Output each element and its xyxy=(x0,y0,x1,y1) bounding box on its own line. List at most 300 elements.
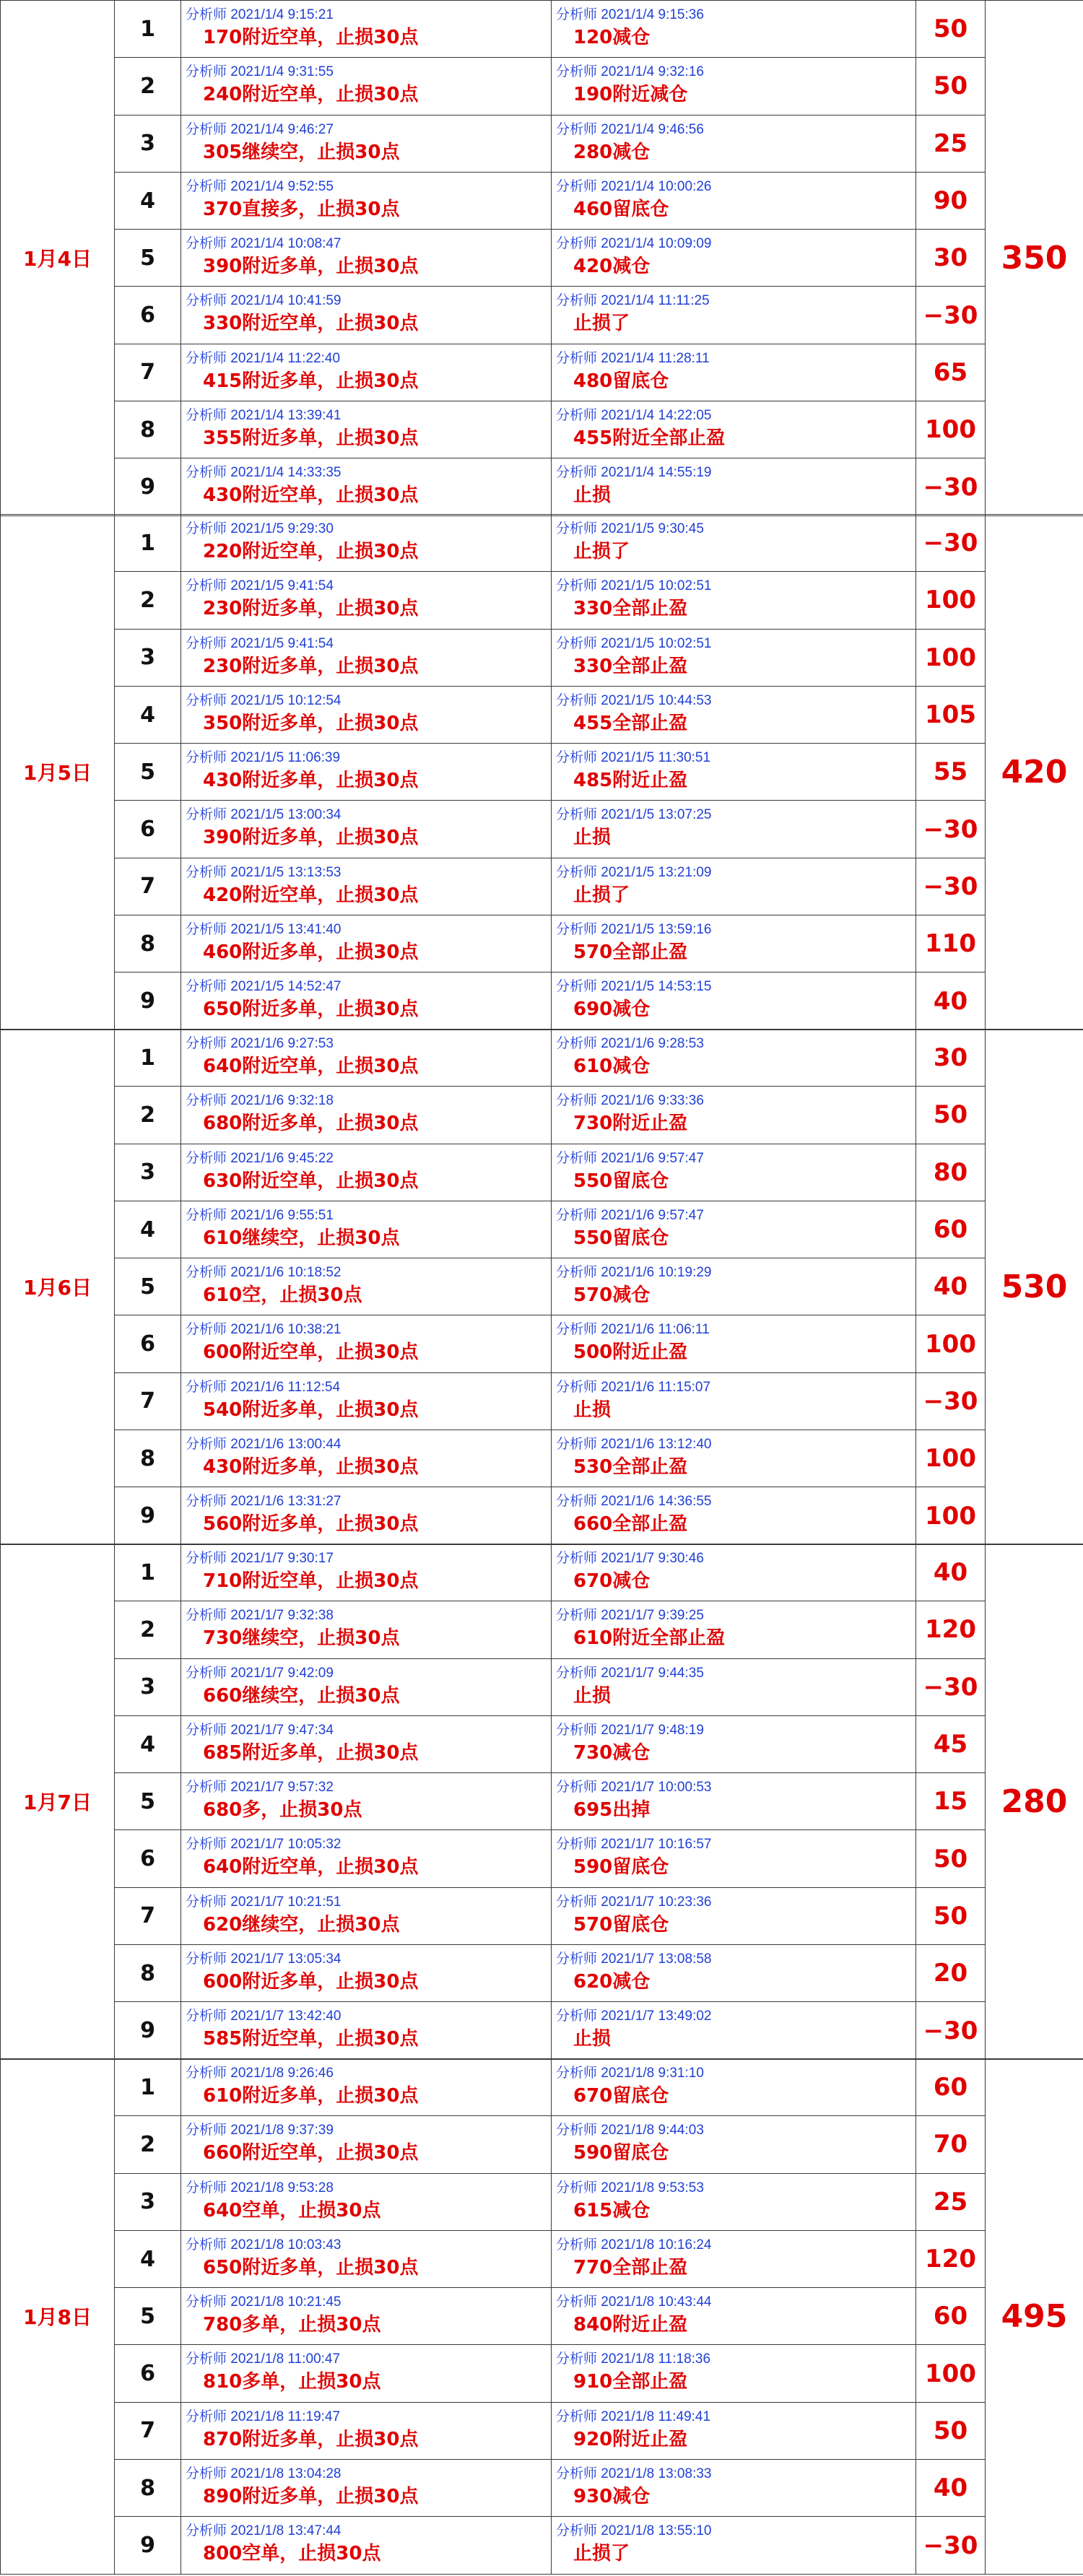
table-row xyxy=(1,2288,1083,2345)
open-signal-cell xyxy=(181,1144,552,1201)
close-signal-timestamp: 分析师 2021/1/7 10:00:53 xyxy=(556,1780,712,1796)
close-signal-timestamp: 分析师 2021/1/5 13:59:16 xyxy=(556,922,712,938)
table-row xyxy=(1,629,1083,686)
close-signal-cell xyxy=(552,458,916,515)
open-signal-cell xyxy=(181,744,552,801)
close-signal-timestamp: 分析师 2021/1/4 9:32:16 xyxy=(556,64,704,80)
trade-points: 50 xyxy=(916,1830,986,1887)
table-row xyxy=(1,2517,1083,2574)
open-signal-cell xyxy=(181,1315,552,1372)
trade-number: 6 xyxy=(115,1830,181,1887)
table-row xyxy=(1,172,1083,229)
open-signal-text: 640附近空单，止损30点 xyxy=(203,1056,419,1077)
open-signal-cell xyxy=(181,915,552,972)
close-signal-cell xyxy=(552,115,916,172)
close-signal-cell xyxy=(552,2460,916,2517)
close-signal-text: 455全部止盈 xyxy=(573,712,688,734)
close-signal-timestamp: 分析师 2021/1/5 9:30:45 xyxy=(556,521,704,536)
open-signal-text: 390附近多单，止损30点 xyxy=(203,827,419,849)
close-signal-timestamp: 分析师 2021/1/7 9:39:25 xyxy=(556,1608,704,1624)
open-signal-text: 680附近多单，止损30点 xyxy=(203,1113,419,1135)
close-signal-text: 695出掉 xyxy=(573,1799,651,1822)
close-signal-text: 止损 xyxy=(573,1684,612,1707)
close-signal-cell xyxy=(552,2517,916,2574)
trade-points: 50 xyxy=(916,1,986,58)
trade-number: 3 xyxy=(115,115,181,172)
trade-points: 100 xyxy=(916,572,986,629)
close-signal-text: 止损 xyxy=(573,1398,612,1421)
close-signal-cell xyxy=(552,1544,916,1601)
trade-number: 1 xyxy=(115,1544,181,1601)
open-signal-text: 710附近空单，止损30点 xyxy=(203,1570,419,1592)
trade-points: −30 xyxy=(916,801,986,858)
open-signal-timestamp: 分析师 2021/1/7 13:05:34 xyxy=(186,1951,342,1967)
close-signal-timestamp: 分析师 2021/1/7 9:30:46 xyxy=(556,1551,704,1566)
trade-points: 60 xyxy=(916,1201,986,1258)
close-signal-timestamp: 分析师 2021/1/6 9:57:47 xyxy=(556,1207,704,1223)
trade-number: 4 xyxy=(115,1201,181,1258)
trade-number: 9 xyxy=(115,2002,181,2059)
close-signal-cell xyxy=(552,572,916,629)
trade-points: 40 xyxy=(916,2460,986,2517)
trade-points: 50 xyxy=(916,1887,986,1944)
open-signal-text: 800空单，止损30点 xyxy=(203,2543,381,2565)
table-row xyxy=(1,1658,1083,1715)
close-signal-text: 570减仓 xyxy=(573,1284,651,1307)
close-signal-text: 485附近止盈 xyxy=(573,770,688,792)
close-signal-cell xyxy=(552,2288,916,2345)
close-signal-timestamp: 分析师 2021/1/8 11:49:41 xyxy=(556,2409,711,2424)
open-signal-cell xyxy=(181,401,552,458)
trade-points: −30 xyxy=(916,858,986,915)
close-signal-cell xyxy=(552,801,916,858)
open-signal-text: 870附近多单，止损30点 xyxy=(203,2428,419,2450)
trade-number: 8 xyxy=(115,1430,181,1487)
table-row xyxy=(1,2402,1083,2459)
trade-number: 9 xyxy=(115,2517,181,2574)
open-signal-text: 585附近空单，止损30点 xyxy=(203,2028,419,2050)
open-signal-text: 220附近空单，止损30点 xyxy=(203,541,419,562)
trade-number: 1 xyxy=(115,2059,181,2116)
trade-number: 8 xyxy=(115,401,181,458)
table-row xyxy=(1,1773,1083,1830)
close-signal-timestamp: 分析师 2021/1/6 9:57:47 xyxy=(556,1150,704,1166)
trade-number: 4 xyxy=(115,686,181,743)
open-signal-timestamp: 分析师 2021/1/8 13:04:28 xyxy=(186,2466,342,2482)
close-signal-text: 730减仓 xyxy=(573,1741,651,1764)
close-signal-timestamp: 分析师 2021/1/4 11:11:25 xyxy=(556,293,710,309)
close-signal-timestamp: 分析师 2021/1/4 10:09:09 xyxy=(556,236,712,252)
trade-points: 100 xyxy=(916,2345,986,2402)
trade-points: −30 xyxy=(916,287,986,344)
close-signal-timestamp: 分析师 2021/1/6 14:36:55 xyxy=(556,1494,712,1510)
open-signal-text: 355附近多单，止损30点 xyxy=(203,427,419,450)
close-signal-timestamp: 分析师 2021/1/7 9:48:19 xyxy=(556,1722,704,1738)
trade-number: 5 xyxy=(115,744,181,801)
trade-number: 5 xyxy=(115,230,181,287)
day-date: 1月5日 xyxy=(1,515,115,1030)
close-signal-text: 330全部止盈 xyxy=(573,655,688,677)
open-signal-timestamp: 分析师 2021/1/6 9:32:18 xyxy=(186,1093,334,1109)
trade-points: −30 xyxy=(916,515,986,572)
trade-number: 2 xyxy=(115,572,181,629)
open-signal-timestamp: 分析师 2021/1/8 9:37:39 xyxy=(186,2123,334,2138)
open-signal-text: 420附近空单，止损30点 xyxy=(203,884,419,906)
close-signal-timestamp: 分析师 2021/1/5 14:53:15 xyxy=(556,979,712,995)
close-signal-text: 460留底仓 xyxy=(573,198,669,220)
close-signal-text: 770全部止盈 xyxy=(573,2256,688,2279)
trade-points: −30 xyxy=(916,2002,986,2059)
close-signal-timestamp: 分析师 2021/1/6 9:28:53 xyxy=(556,1036,704,1051)
open-signal-text: 600附近多单，止损30点 xyxy=(203,1971,419,1993)
close-signal-timestamp: 分析师 2021/1/7 13:49:02 xyxy=(556,2009,712,2024)
table-row xyxy=(1,1830,1083,1887)
close-signal-text: 610附近全部止盈 xyxy=(573,1627,726,1650)
open-signal-cell xyxy=(181,2173,552,2230)
open-signal-text: 370直接多，止损30点 xyxy=(203,198,400,220)
open-signal-timestamp: 分析师 2021/1/4 14:33:35 xyxy=(186,465,342,481)
day-block xyxy=(0,0,1083,516)
open-signal-cell xyxy=(181,1601,552,1658)
open-signal-text: 170附近空单，止损30点 xyxy=(203,27,419,48)
table-row xyxy=(1,1030,1083,1087)
open-signal-cell xyxy=(181,972,552,1030)
table-row xyxy=(1,915,1083,972)
table-row xyxy=(1,1372,1083,1430)
open-signal-cell xyxy=(181,58,552,115)
close-signal-timestamp: 分析师 2021/1/8 9:53:53 xyxy=(556,2180,704,2196)
close-signal-cell xyxy=(552,915,916,972)
table-row xyxy=(1,1087,1083,1144)
trade-number: 1 xyxy=(115,515,181,572)
close-signal-cell xyxy=(552,287,916,344)
open-signal-timestamp: 分析师 2021/1/4 13:39:41 xyxy=(186,408,342,424)
open-signal-timestamp: 分析师 2021/1/6 9:27:53 xyxy=(186,1036,334,1051)
trade-number: 9 xyxy=(115,458,181,515)
trade-points: 50 xyxy=(916,2402,986,2459)
open-signal-timestamp: 分析师 2021/1/5 9:41:54 xyxy=(186,635,334,651)
trade-points: 60 xyxy=(916,2059,986,2116)
trade-points: −30 xyxy=(916,1658,986,1715)
close-signal-timestamp: 分析师 2021/1/6 11:15:07 xyxy=(556,1379,711,1395)
open-signal-timestamp: 分析师 2021/1/4 9:31:55 xyxy=(186,64,334,80)
close-signal-cell xyxy=(552,1,916,58)
close-signal-cell xyxy=(552,1144,916,1201)
open-signal-timestamp: 分析师 2021/1/7 9:30:17 xyxy=(186,1551,334,1566)
close-signal-text: 止损了 xyxy=(573,313,630,335)
trade-number: 2 xyxy=(115,2116,181,2173)
open-signal-text: 390附近多单，止损30点 xyxy=(203,256,419,278)
close-signal-cell xyxy=(552,858,916,915)
close-signal-cell xyxy=(552,744,916,801)
trade-number: 9 xyxy=(115,1487,181,1544)
open-signal-cell xyxy=(181,1430,552,1487)
close-signal-text: 610减仓 xyxy=(573,1056,651,1077)
open-signal-text: 560附近多单，止损30点 xyxy=(203,1513,419,1536)
open-signal-cell xyxy=(181,1715,552,1772)
open-signal-timestamp: 分析师 2021/1/6 10:38:21 xyxy=(186,1322,342,1338)
open-signal-text: 460附近多单，止损30点 xyxy=(203,941,419,964)
trade-number: 2 xyxy=(115,1601,181,1658)
trade-points: 45 xyxy=(916,1715,986,1772)
open-signal-cell xyxy=(181,1887,552,1944)
close-signal-timestamp: 分析师 2021/1/8 9:44:03 xyxy=(556,2123,704,2138)
open-signal-timestamp: 分析师 2021/1/6 9:45:22 xyxy=(186,1150,334,1166)
trade-points: 105 xyxy=(916,686,986,743)
close-signal-timestamp: 分析师 2021/1/7 10:16:57 xyxy=(556,1837,712,1853)
close-signal-text: 590留底仓 xyxy=(573,2142,669,2164)
open-signal-text: 610继续空，止损30点 xyxy=(203,1227,400,1249)
open-signal-text: 630附近空单，止损30点 xyxy=(203,1170,419,1192)
open-signal-cell xyxy=(181,2059,552,2116)
close-signal-timestamp: 分析师 2021/1/4 9:46:56 xyxy=(556,121,704,137)
trade-number: 5 xyxy=(115,2288,181,2345)
close-signal-text: 910全部止盈 xyxy=(573,2371,688,2393)
close-signal-timestamp: 分析师 2021/1/8 10:43:44 xyxy=(556,2294,712,2310)
trade-number: 3 xyxy=(115,2173,181,2230)
open-signal-timestamp: 分析师 2021/1/4 10:41:59 xyxy=(186,293,342,309)
close-signal-cell xyxy=(552,1658,916,1715)
table-row xyxy=(1,515,1083,572)
open-signal-timestamp: 分析师 2021/1/4 11:22:40 xyxy=(186,350,341,366)
table-row xyxy=(1,1601,1083,1658)
open-signal-cell xyxy=(181,1544,552,1601)
open-signal-timestamp: 分析师 2021/1/8 13:47:44 xyxy=(186,2523,342,2539)
close-signal-timestamp: 分析师 2021/1/4 11:28:11 xyxy=(556,350,710,366)
day-date: 1月4日 xyxy=(1,1,115,516)
open-signal-timestamp: 分析师 2021/1/7 13:42:40 xyxy=(186,2009,342,2024)
close-signal-text: 530全部止盈 xyxy=(573,1456,688,1479)
open-signal-timestamp: 分析师 2021/1/8 10:03:43 xyxy=(186,2237,342,2253)
close-signal-text: 730附近止盈 xyxy=(573,1113,688,1135)
trade-number: 8 xyxy=(115,2460,181,2517)
open-signal-cell xyxy=(181,1087,552,1144)
close-signal-cell xyxy=(552,1087,916,1144)
close-signal-timestamp: 分析师 2021/1/6 9:33:36 xyxy=(556,1093,704,1109)
table-row xyxy=(1,744,1083,801)
trade-points: 40 xyxy=(916,1544,986,1601)
trade-points: 100 xyxy=(916,1315,986,1372)
open-signal-cell xyxy=(181,572,552,629)
close-signal-text: 690减仓 xyxy=(573,998,651,1021)
close-signal-timestamp: 分析师 2021/1/5 13:21:09 xyxy=(556,864,712,880)
trade-number: 6 xyxy=(115,287,181,344)
trade-points: −30 xyxy=(916,2517,986,2574)
open-signal-text: 640附近空单，止损30点 xyxy=(203,1856,419,1879)
trade-number: 3 xyxy=(115,629,181,686)
close-signal-cell xyxy=(552,2230,916,2287)
trade-number: 7 xyxy=(115,858,181,915)
open-signal-text: 680多，止损30点 xyxy=(203,1799,362,1822)
table-row xyxy=(1,801,1083,858)
trade-number: 6 xyxy=(115,2345,181,2402)
close-signal-cell xyxy=(552,1030,916,1087)
trade-points: 110 xyxy=(916,915,986,972)
open-signal-cell xyxy=(181,1,552,58)
trade-points: 70 xyxy=(916,2116,986,2173)
open-signal-timestamp: 分析师 2021/1/5 10:12:54 xyxy=(186,692,342,708)
open-signal-cell xyxy=(181,2288,552,2345)
day-total: 350 xyxy=(986,1,1083,516)
open-signal-timestamp: 分析师 2021/1/6 9:55:51 xyxy=(186,1207,334,1223)
table-row xyxy=(1,58,1083,115)
table-row xyxy=(1,1887,1083,1944)
open-signal-timestamp: 分析师 2021/1/4 9:15:21 xyxy=(186,7,334,22)
trade-number: 4 xyxy=(115,2230,181,2287)
table-row xyxy=(1,686,1083,743)
open-signal-timestamp: 分析师 2021/1/5 9:41:54 xyxy=(186,578,334,594)
close-signal-text: 550留底仓 xyxy=(573,1227,669,1249)
close-signal-cell xyxy=(552,515,916,572)
trade-number: 7 xyxy=(115,344,181,401)
trade-points: 15 xyxy=(916,1773,986,1830)
close-signal-timestamp: 分析师 2021/1/8 9:31:10 xyxy=(556,2066,704,2081)
trade-points: 30 xyxy=(916,230,986,287)
table-row xyxy=(1,287,1083,344)
trade-points: 40 xyxy=(916,972,986,1030)
close-signal-text: 670留底仓 xyxy=(573,2085,669,2107)
close-signal-text: 330全部止盈 xyxy=(573,598,688,620)
open-signal-text: 415附近多单，止损30点 xyxy=(203,370,419,392)
trade-points: 120 xyxy=(916,2230,986,2287)
open-signal-timestamp: 分析师 2021/1/5 13:41:40 xyxy=(186,922,342,938)
close-signal-timestamp: 分析师 2021/1/4 10:00:26 xyxy=(556,178,712,194)
table-row xyxy=(1,230,1083,287)
close-signal-timestamp: 分析师 2021/1/7 13:08:58 xyxy=(556,1951,712,1967)
open-signal-cell xyxy=(181,172,552,229)
day-block xyxy=(0,2058,1083,2575)
close-signal-cell xyxy=(552,1315,916,1372)
open-signal-cell xyxy=(181,1030,552,1087)
close-signal-text: 660全部止盈 xyxy=(573,1513,688,1536)
close-signal-cell xyxy=(552,1258,916,1315)
close-signal-timestamp: 分析师 2021/1/6 11:06:11 xyxy=(556,1322,710,1338)
trade-number: 5 xyxy=(115,1773,181,1830)
open-signal-cell xyxy=(181,2345,552,2402)
open-signal-text: 890附近多单，止损30点 xyxy=(203,2486,419,2508)
close-signal-cell xyxy=(552,1487,916,1544)
open-signal-cell xyxy=(181,801,552,858)
open-signal-cell xyxy=(181,858,552,915)
open-signal-timestamp: 分析师 2021/1/4 9:46:27 xyxy=(186,121,334,137)
open-signal-text: 305继续空，止损30点 xyxy=(203,141,400,163)
close-signal-text: 620减仓 xyxy=(573,1971,651,1993)
open-signal-text: 610空，止损30点 xyxy=(203,1284,362,1307)
trade-points: 50 xyxy=(916,1087,986,1144)
open-signal-text: 780多单，止损30点 xyxy=(203,2314,381,2336)
trade-number: 7 xyxy=(115,2402,181,2459)
open-signal-text: 730继续空，止损30点 xyxy=(203,1627,400,1650)
open-signal-cell xyxy=(181,458,552,515)
table-row xyxy=(1,2116,1083,2173)
close-signal-cell xyxy=(552,1601,916,1658)
open-signal-timestamp: 分析师 2021/1/5 9:29:30 xyxy=(186,521,334,536)
trade-number: 1 xyxy=(115,1030,181,1087)
close-signal-cell xyxy=(552,2173,916,2230)
table-row xyxy=(1,2460,1083,2517)
trade-points: 90 xyxy=(916,172,986,229)
day-block xyxy=(0,514,1083,1030)
close-signal-cell xyxy=(552,2116,916,2173)
close-signal-timestamp: 分析师 2021/1/5 11:30:51 xyxy=(556,750,711,766)
trade-number: 2 xyxy=(115,58,181,115)
close-signal-timestamp: 分析师 2021/1/5 10:02:51 xyxy=(556,635,712,651)
close-signal-timestamp: 分析师 2021/1/5 13:07:25 xyxy=(556,807,712,823)
open-signal-cell xyxy=(181,2002,552,2059)
table-row xyxy=(1,344,1083,401)
table-row xyxy=(1,858,1083,915)
trade-points: 60 xyxy=(916,2288,986,2345)
open-signal-cell xyxy=(181,2116,552,2173)
table-row xyxy=(1,1430,1083,1487)
day-total: 495 xyxy=(986,2059,1083,2575)
open-signal-timestamp: 分析师 2021/1/5 14:52:47 xyxy=(186,979,342,995)
close-signal-text: 920附近止盈 xyxy=(573,2428,688,2450)
close-signal-text: 190附近减仓 xyxy=(573,84,688,106)
close-signal-timestamp: 分析师 2021/1/5 10:44:53 xyxy=(556,692,712,708)
open-signal-text: 600附近空单，止损30点 xyxy=(203,1341,419,1364)
day-date: 1月7日 xyxy=(1,1544,115,2060)
trade-number: 9 xyxy=(115,972,181,1030)
table-row xyxy=(1,1258,1083,1315)
open-signal-text: 610附近多单，止损30点 xyxy=(203,2085,419,2107)
trade-points: 25 xyxy=(916,2173,986,2230)
open-signal-timestamp: 分析师 2021/1/7 9:57:32 xyxy=(186,1780,334,1796)
table-row xyxy=(1,2173,1083,2230)
close-signal-cell xyxy=(552,1830,916,1887)
trade-number: 8 xyxy=(115,915,181,972)
open-signal-cell xyxy=(181,1830,552,1887)
trade-points: 20 xyxy=(916,1945,986,2002)
close-signal-text: 550留底仓 xyxy=(573,1170,669,1192)
table-row xyxy=(1,1487,1083,1544)
open-signal-timestamp: 分析师 2021/1/8 9:26:46 xyxy=(186,2066,334,2081)
table-row xyxy=(1,1715,1083,1772)
open-signal-text: 430附近多单，止损30点 xyxy=(203,1456,419,1479)
close-signal-text: 570留底仓 xyxy=(573,1913,669,1936)
trade-number: 3 xyxy=(115,1658,181,1715)
open-signal-cell xyxy=(181,629,552,686)
table-row xyxy=(1,1544,1083,1601)
open-signal-cell xyxy=(181,515,552,572)
close-signal-text: 670减仓 xyxy=(573,1570,651,1592)
trade-number: 6 xyxy=(115,1315,181,1372)
close-signal-cell xyxy=(552,1201,916,1258)
open-signal-text: 685附近多单，止损30点 xyxy=(203,1741,419,1764)
close-signal-text: 120减仓 xyxy=(573,27,651,48)
table-row xyxy=(1,1,1083,58)
close-signal-text: 止损了 xyxy=(573,541,630,562)
close-signal-text: 止损 xyxy=(573,827,612,849)
close-signal-cell xyxy=(552,58,916,115)
trade-number: 8 xyxy=(115,1945,181,2002)
trade-number: 7 xyxy=(115,1887,181,1944)
day-block xyxy=(0,1544,1083,2060)
table-row xyxy=(1,572,1083,629)
table-row xyxy=(1,1144,1083,1201)
table-row xyxy=(1,458,1083,515)
trade-number: 1 xyxy=(115,1,181,58)
trade-points: 40 xyxy=(916,1258,986,1315)
open-signal-text: 430附近空单，止损30点 xyxy=(203,484,419,507)
open-signal-cell xyxy=(181,344,552,401)
close-signal-cell xyxy=(552,1773,916,1830)
open-signal-timestamp: 分析师 2021/1/6 13:00:44 xyxy=(186,1437,342,1453)
close-signal-cell xyxy=(552,1430,916,1487)
trade-points: 100 xyxy=(916,1487,986,1544)
open-signal-timestamp: 分析师 2021/1/4 9:52:55 xyxy=(186,178,334,194)
trade-number: 3 xyxy=(115,1144,181,1201)
